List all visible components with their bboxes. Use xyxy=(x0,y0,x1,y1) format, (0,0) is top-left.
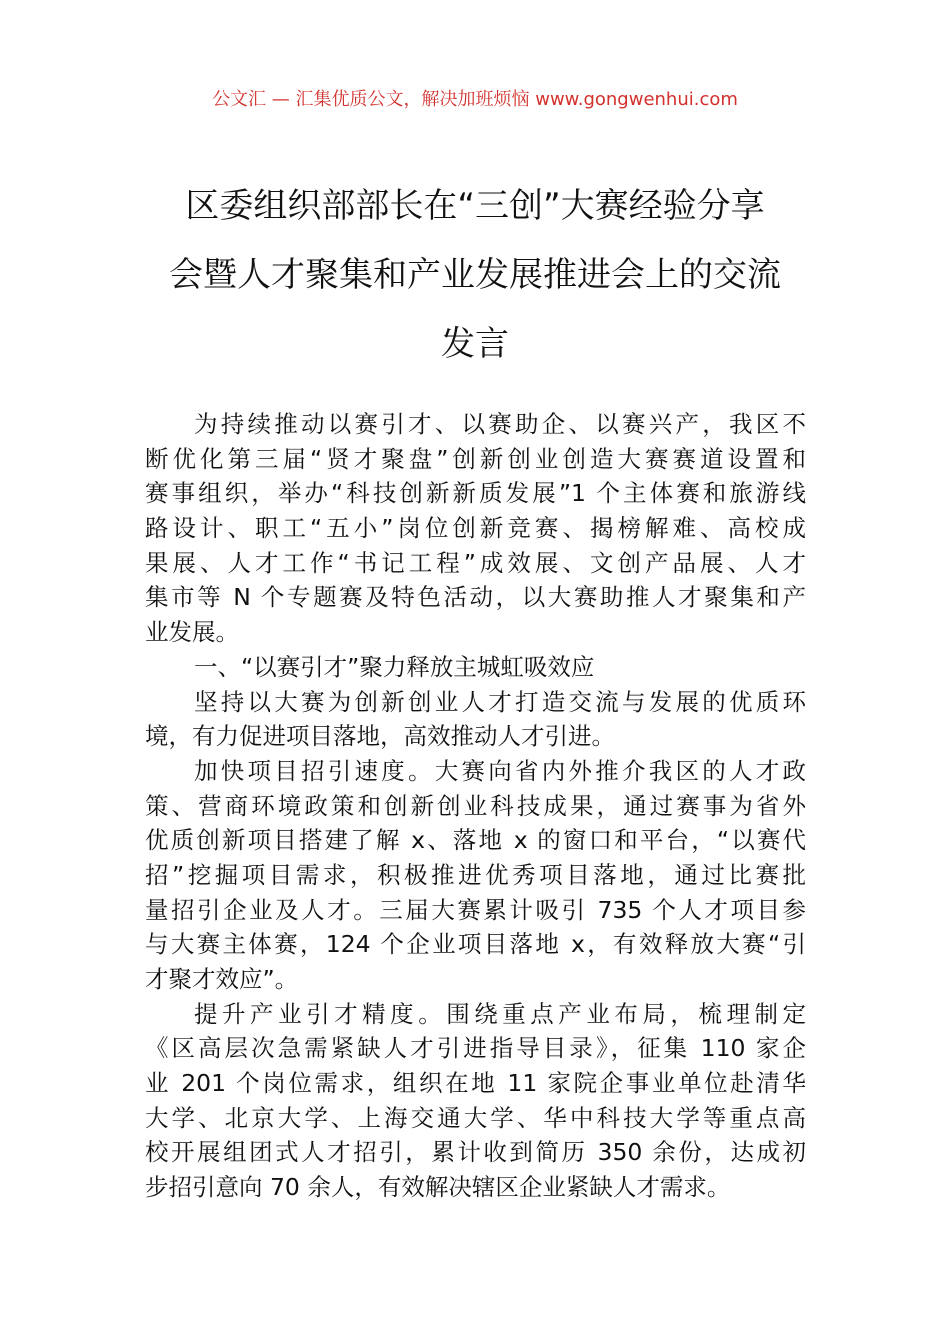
text-line: 一、“以赛引才”聚力释放主城虹吸效应 xyxy=(194,652,595,681)
text-line: 坚持以大赛为创新创业人才打造交流与发展的优质环 xyxy=(194,687,806,716)
text-line: 为持续推动以赛引才、以赛助企、以赛兴产，我区不 xyxy=(194,410,806,438)
text-line: 校开展组团式人才招引，累计收到简历 350 余份，达成初 xyxy=(145,1138,806,1167)
text-line: 果展、人才工作“书记工程”成效展、文创产品展、人才 xyxy=(145,548,806,577)
text-line: 赛事组织，举办“科技创新新质发展”1 个主体赛和旅游线 xyxy=(145,479,806,508)
text-line: 量招引企业及人才。三届大赛累计吸引 735 个人才项目参 xyxy=(145,895,806,924)
text-line: 优质创新项目搭建了解 x、落地 x 的窗口和平台，“以赛代 xyxy=(145,826,806,855)
paragraph xyxy=(145,407,806,650)
document-body xyxy=(145,407,806,1205)
text-line: 加快项目招引速度。大赛向省内外推介我区的人才政 xyxy=(194,756,806,785)
text-line: 境，有力促进项目落地，高效推动人才引进。 xyxy=(145,722,615,751)
text-line: 招”挖掘项目需求，积极推进优秀项目落地，通过比赛批 xyxy=(145,860,806,889)
paragraph xyxy=(145,997,806,1205)
title-line: 会暨人才聚集和产业发展推进会上的交流 xyxy=(169,255,781,295)
text-line: 集市等 N 个专题赛及特色活动，以大赛助推人才聚集和产 xyxy=(145,583,806,612)
paragraph xyxy=(145,754,806,997)
site-watermark-header: 公文汇 — 汇集优质公文，解决加班烦恼 www.gongwenhui.com xyxy=(212,89,738,110)
text-line: 提升产业引才精度。围绕重点产业布局，梳理制定 xyxy=(194,999,806,1028)
section-heading xyxy=(145,650,806,685)
text-line: 断优化第三届“贤才聚盘”创新创业创造大赛赛道设置和 xyxy=(145,444,806,473)
text-line: 策、营商环境政策和创新创业科技成果，通过赛事为省外 xyxy=(145,791,806,820)
text-line: 大学、北京大学、上海交通大学、华中科技大学等重点高 xyxy=(145,1103,806,1132)
paragraph xyxy=(145,685,806,754)
text-line: 才聚才效应”。 xyxy=(145,965,299,993)
text-line: 与大赛主体赛，124 个企业项目落地 x，有效释放大赛“引 xyxy=(145,930,806,959)
document-title xyxy=(120,172,830,379)
text-line: 步招引意向 70 余人，有效解决辖区企业紧缺人才需求。 xyxy=(145,1173,731,1202)
text-line: 路设计、职工“五小”岗位创新竞赛、揭榜解难、高校成 xyxy=(145,514,806,543)
text-line: 业 201 个岗位需求，组织在地 11 家院企事业单位赴清华 xyxy=(145,1069,806,1098)
title-line: 区委组织部部长在“三创”大赛经验分享 xyxy=(185,186,765,226)
text-line: 《区高层次急需紧缺人才引进指导目录》，征集 110 家企 xyxy=(145,1034,806,1063)
text-line: 业发展。 xyxy=(145,618,239,647)
title-line: 发言 xyxy=(441,324,509,364)
